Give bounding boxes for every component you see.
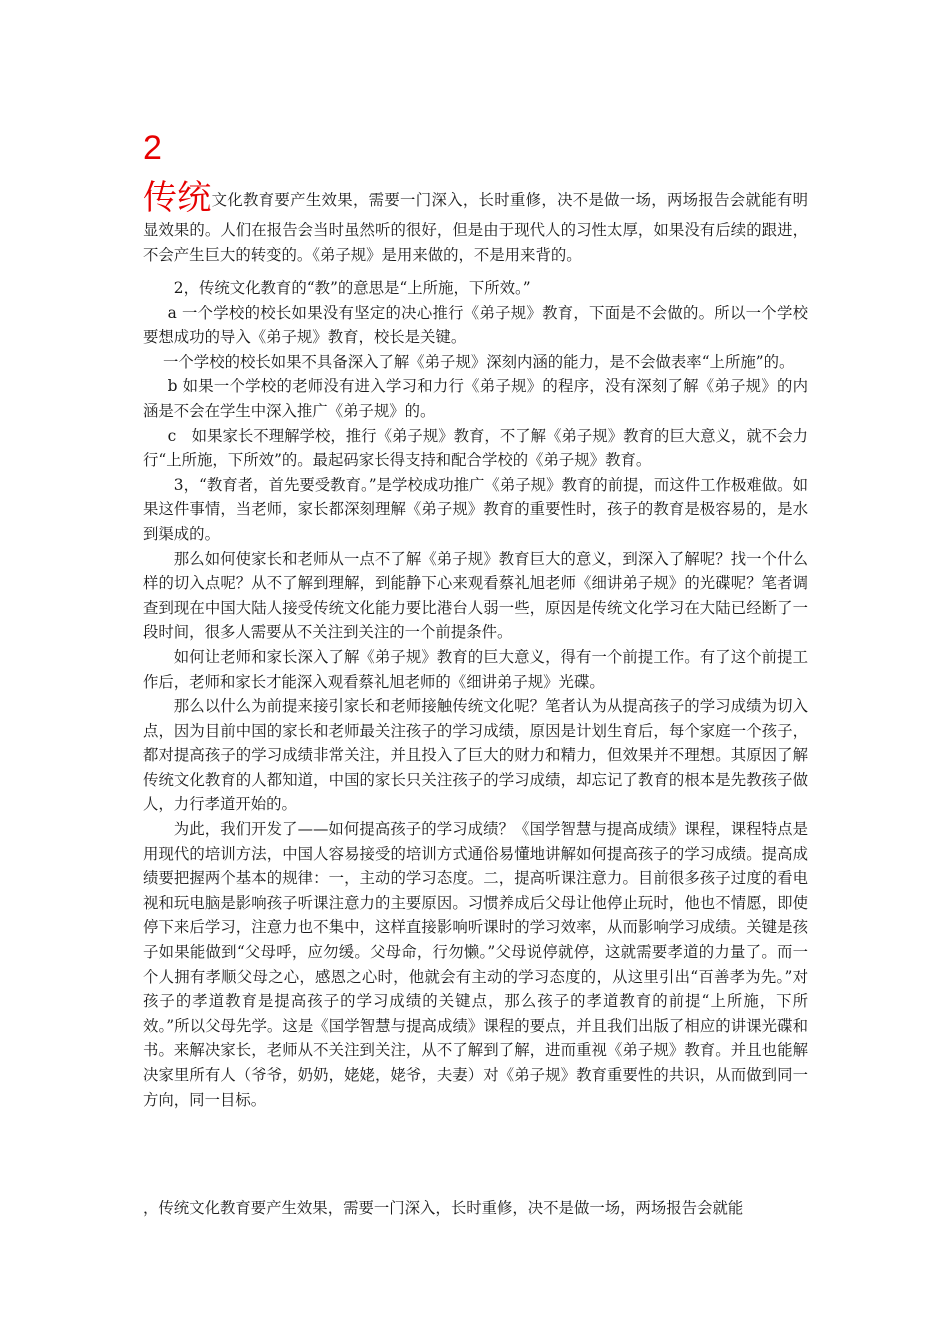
- paragraph: 3，“教育者，首先要受教育。”是学校成功推广《弟子规》教育的前提，而这件工作极难做。如果这件事情，当老师，家长都深刻理解《弟子规》教育的重要性时，孩子的教育是极容易的，是水到渠成的。: [143, 475, 808, 543]
- body-text: [143, 276, 808, 1112]
- paragraph: 如何让老师和家长深入了解《弟子规》教育的巨大意义，得有一个前提工作。有了这个前提工作后，老师和家长才能深入观看蔡礼旭老师的《细讲弟子规》光碟。: [143, 647, 808, 691]
- paragraph: a 一个学校的校长如果没有坚定的决心推行《弟子规》教育，下面是不会做的。所以一个学校要想成功的导入《弟子规》教育，校长是关键。: [143, 303, 808, 347]
- first-paragraph-text: 文化教育要产生效果，需要一门深入，长时重修，决不是做一场，两场报告会就能有明显效果的。人们在报告会当时虽然听的很好，但是由于现代人的习性太厚，如果没有后续的跟进，不会产生巨大的转变的。《弟子规》是用来做的，不是用来背的。: [143, 191, 808, 264]
- paragraph: 2，传统文化教育的“教”的意思是“上所施，下所效。”: [173, 279, 531, 297]
- paragraph: 那么以什么为前提来接引家长和老师接触传统文化呢？笔者认为从提高孩子的学习成绩为切入点，因为目前中国的家长和老师最关注孩子的学习成绩，原因是计划生育后，每个家庭一个孩子，都对提高孩子的学习成绩非常关注，并且投入了巨大的财力和精力，但效果并不理想。其原因了解传统文化教育的人都知道，中国的家长只关注孩子的学习成绩，却忘记了教育的根本是先教孩子做人，力行孝道开始的。: [143, 697, 808, 814]
- paragraph: c 如果家长不理解学校，推行《弟子规》教育，不了解《弟子规》教育的巨大意义，就不会力行“上所施，下所效”的。最起码家长得支持和配合学校的《弟子规》教育。: [143, 426, 808, 470]
- paragraph: b 如果一个学校的老师没有进入学习和力行《弟子规》的程序，没有深刻了解《弟子规》的内涵是不会在学生中深入推广《弟子规》的。: [143, 377, 808, 420]
- paragraph: 为此，我们开发了——如何提高孩子的学习成绩？《国学智慧与提高成绩》课程，课程特点是用现代的培训方法，中国人容易接受的培训方式通俗易懂地讲解如何提高孩子的学习成绩。提高成绩要把握两个基本的规律：一，主动的学习态度。二，提高听课注意力。目前很多孩子过度的看电视和玩电脑是影响孩子听课注意力的主要原因。习惯养成后父母让他停止玩时，他也不情愿，即使停下来后学习，注意力也不集中，这样直接影响听课时的学习效率，从而影响学习成绩。关键是孩子如果能做到“父母呼，应勿缓。父母命，行勿懒。”父母说停就停，这就需要孝道的力量了。而一个人拥有孝顺父母之心，感恩之心时，他就会有主动的学习态度的，从这里引出“百善孝为先。”对孩子的孝道教育是提高孩子的学习成绩的关键点，那么孩子的孝道教育的前提“上所施，下所效。”所以父母先学。这是《国学智慧与提高成绩》课程的要点，并且我们出版了相应的讲课光碟和书。来解决家长，老师从不关注到关注，从不了解到了解，进而重视《弟子规》教育。并且也能解决家里所有人（爷爷，奶奶，姥姥，姥爷，夫妻）对《弟子规》教育重要性的共识，从而做到同一方向，同一目标。: [143, 820, 808, 1109]
- trailing-line: ，传统文化教育要产生效果，需要一门深入，长时重修，决不是做一场，两场报告会就能: [143, 1199, 744, 1217]
- paragraph: 一个学校的校长如果不具备深入了解《弟子规》深刻内涵的能力，是不会做表率“上所施”的。: [163, 352, 795, 371]
- first-paragraph: [143, 178, 808, 267]
- section-number: 2: [143, 129, 162, 167]
- paragraph: 那么如何使家长和老师从一点不了解《弟子规》教育巨大的意义，到深入了解呢？找一个什么样的切入点呢？从不了解到理解，到能静下心来观看蔡礼旭老师《细讲弟子规》的光碟呢？笔者调查到现在中国大陆人接受传统文化能力要比港台人弱一些，原因是传统文化学习在大陆已经断了一段时间，很多人需要从不关注到关注的一个前提条件。: [143, 549, 808, 642]
- drop-cap-text: 传统: [143, 178, 212, 218]
